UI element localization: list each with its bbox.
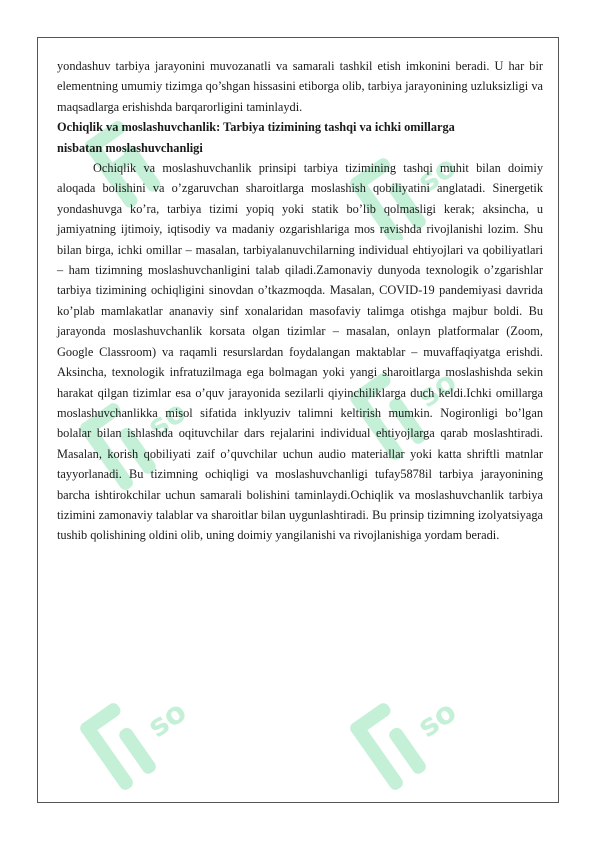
intro-paragraph: yondashuv tarbiya jarayonini muvozanatli va samarali tashkil etish imkonini beradi. U har bir elementning umumiy tizimga qo’shgan hissasini etiborga olib, tarbiya jarayonining uzluksizligi va maqsadlarga erishishda barqarorligini taminlaydi. (57, 59, 543, 114)
section-heading-line-2: nisbatan moslashuvchanligi (57, 140, 203, 155)
svg-text:so: so (141, 394, 194, 445)
document-body (57, 56, 543, 546)
section-heading-line-1: Ochiqlik va moslashuvchanlik: Tarbiya tizimining tashqi va ichki omillarga (57, 120, 455, 135)
svg-text:so: so (411, 364, 464, 415)
svg-text:so: so (141, 694, 194, 745)
svg-text:so: so (411, 149, 464, 200)
svg-text:so: so (411, 694, 464, 745)
body-paragraph: Ochiqlik va moslashuvchanlik prinsipi tarbiya tizimining tashqi muhit bilan doimiy aloqada bolishini va o’zgaruvchan sharoitlarga moslashish qobiliyatini anglatadi. Sinergetik yondashuvga ko’ra, tarbiya tizimi yopiq yoki statik bo’lib qolmasligi kerak; aksincha, u jamiyatning ijtimoiy, iqtisodiy va madaniy ozgarishlariga mos ravishda rivojlanishi lozim. Shu bilan birga, ichki omillar – masalan, tarbiyalanuvchilarning individual ehtiyojlari va qobiliyatlari – ham tizimning moslashuvchanligini talab qiladi.Zamonaviy dunyoda texnologik o’zgarishlar tarbiya tizimining ochiqligini sinovdan o’tkazmoqda. Masalan, COVID-19 pandemiyasi davrida ko’plab mamlakatlar ananaviy sinf xonalaridan masofaviy talimga otishga majbur boldi. Bu jarayonda moslashuvchanlik korsata olgan tizimlar – masalan, onlayn platformalar (Zoom, Google Classroom) va raqamli resurslardan foydalangan maktablar – muvaffaqiyatga erishdi. Aksincha, texnologik infratuzilmaga ega bolmagan yoki yangi sharoitlarga moslashishda sekin harakat qilgan tizimlar esa o’quv jarayonida sezilarli qiyinchiliklarga duch keldi.Ichki omillarga moslashuvchanlikka misol sifatida inklyuziv talimni keltirish mumkin. Nogironligi bo’lgan bolalar bilan ishlashda oqituvchilar dars rejalarini individual ehtiyojlarga qarab moslashtiradi. Masalan, korish qobiliyati zaif o’quvchilar uchun audio materiallar yoki katta shriftli matnlar tayyorlanadi. Bu tizimning ochiqligi va moslashuvchanligi tufay5878il tarbiya jarayonining barcha ishtirokchilar uchun samarali bolishini taminlaydi.Ochiqlik va moslashuvchanlik tarbiya tizimini zamonaviy talablar va sharoitlar bilan uygunlashtiradi. Bu prinsip tizimning izolyatsiyaga tushib qolishining oldini olib, uning doimiy yangilanishi va rivojlanishiga yordam beradi. (57, 161, 543, 543)
